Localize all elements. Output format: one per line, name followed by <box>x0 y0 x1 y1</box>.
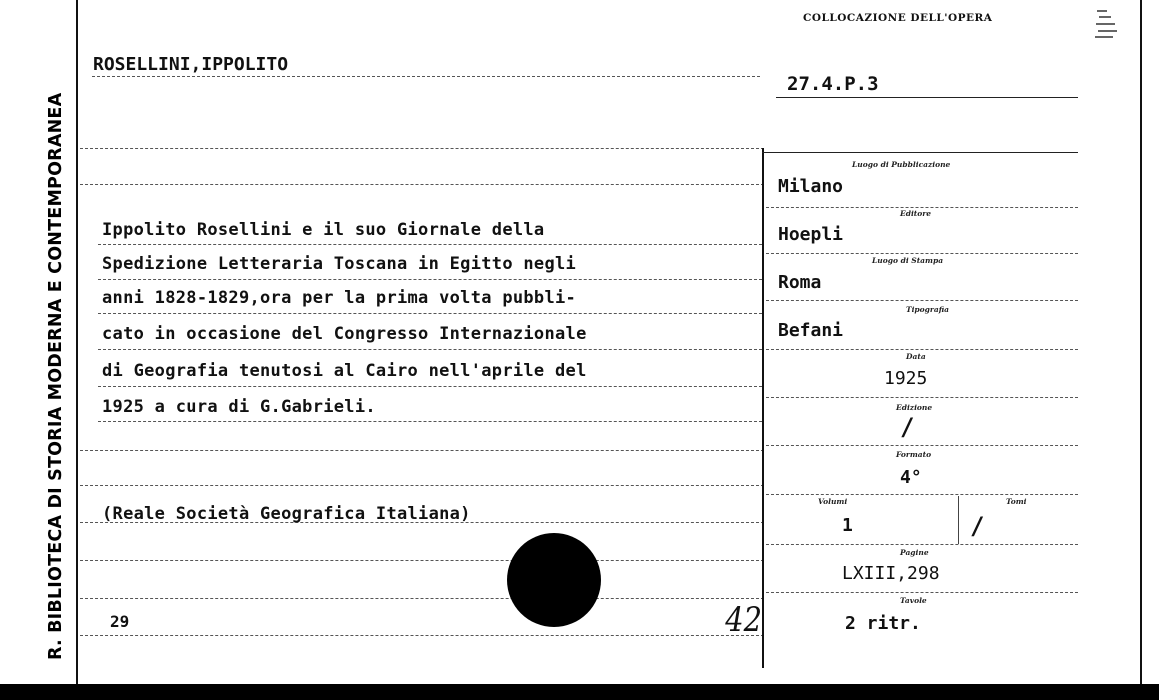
punch-hole <box>507 533 601 627</box>
rule <box>766 349 1078 351</box>
rule <box>98 244 762 246</box>
value-tomi: / <box>970 512 985 540</box>
label-formato: Formato <box>896 450 932 459</box>
rule <box>80 148 764 150</box>
collocation-underline <box>776 97 1078 98</box>
value-pagine: LXIII,298 <box>842 563 940 584</box>
fields-panel-border <box>762 148 764 668</box>
footer-number: 29 <box>110 612 130 631</box>
rule <box>766 445 1078 447</box>
title-line-1: Ippolito Rosellini e il suo Giornale della <box>102 220 545 240</box>
value-data: 1925 <box>884 368 928 389</box>
sidebar-divider <box>76 0 78 684</box>
title-line-3: anni 1828-1829,ora per la prima volta pubbli- <box>102 288 577 308</box>
label-edizione: Edizione <box>896 403 933 412</box>
author-heading: ROSELLINI,IPPOLITO <box>93 54 289 75</box>
series-note: (Reale Società Geografica Italiana) <box>102 504 471 524</box>
label-tavole: Tavole <box>900 596 927 605</box>
rule <box>98 349 762 351</box>
rule <box>766 494 1078 496</box>
rule <box>80 184 764 186</box>
value-luogo-stampa: Roma <box>778 272 822 293</box>
label-volumi: Volumi <box>818 497 848 506</box>
handwritten-number: 42 <box>725 600 763 640</box>
label-data: Data <box>906 352 926 361</box>
title-line-4: cato in occasione del Congresso Internazionale <box>102 324 587 344</box>
title-line-2: Spedizione Letteraria Toscana in Egitto negli <box>102 254 577 274</box>
value-volumi: 1 <box>842 515 853 536</box>
rule <box>98 421 762 423</box>
label-editore: Editore <box>900 209 931 218</box>
label-luogo-stampa: Luogo di Stampa <box>872 256 944 265</box>
fields-panel-top <box>762 152 1078 153</box>
value-edizione: / <box>900 413 915 441</box>
value-tavole: 2 ritr. <box>845 613 921 634</box>
rule <box>766 253 1078 255</box>
rule <box>98 313 762 315</box>
rule <box>766 592 1078 594</box>
rule <box>98 386 762 388</box>
rule <box>80 598 764 600</box>
value-formato: 4° <box>900 467 922 488</box>
value-editore: Hoepli <box>778 224 844 245</box>
volumi-tomi-divider <box>958 496 959 544</box>
rule <box>766 397 1078 399</box>
label-pagine: Pagine <box>900 548 929 557</box>
rule <box>80 485 764 487</box>
rule <box>766 300 1078 302</box>
collocation-label: COLLOCAZIONE DELL'OPERA <box>803 12 993 24</box>
rule <box>80 560 764 562</box>
card-right-edge <box>1140 0 1159 700</box>
label-tomi: Tomi <box>1006 497 1027 506</box>
value-tipografia: Befani <box>778 320 844 341</box>
author-rule <box>92 76 760 78</box>
title-line-5: di Geografia tenutosi al Cairo nell'aprile del <box>102 361 587 381</box>
title-line-6: 1925 a cura di G.Gabrieli. <box>102 397 376 417</box>
rule <box>98 279 762 281</box>
label-luogo-pubblicazione: Luogo di Pubblicazione <box>852 160 951 169</box>
corner-stamp-icon <box>1093 6 1119 42</box>
card-bottom-edge <box>0 684 1159 700</box>
rule <box>766 544 1078 546</box>
rule <box>80 635 764 637</box>
value-luogo-pubblicazione: Milano <box>778 176 844 197</box>
collocation-value: 27.4.P.3 <box>787 73 879 95</box>
label-tipografia: Tipografia <box>906 305 950 314</box>
rule <box>80 450 764 452</box>
library-name: R. BIBLIOTECA DI STORIA MODERNA E CONTEMPORANEA <box>46 92 66 660</box>
